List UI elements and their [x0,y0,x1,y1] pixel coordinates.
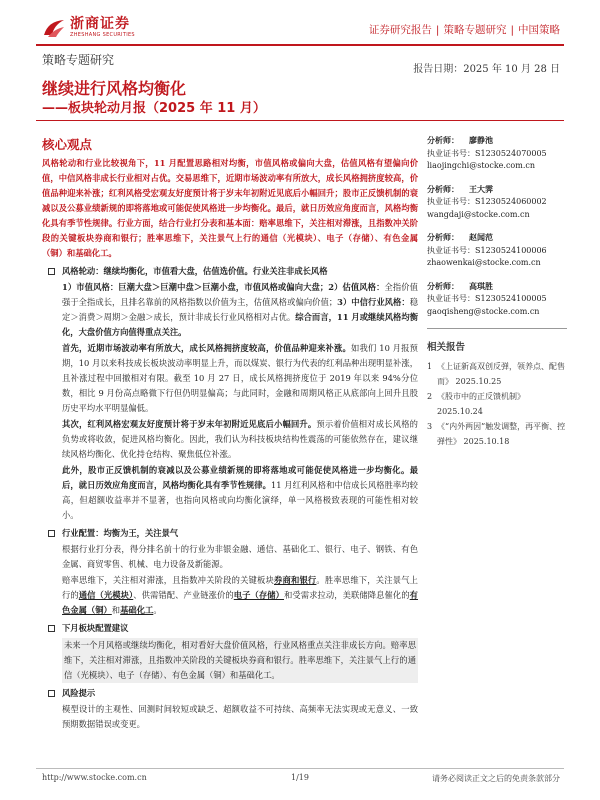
style-rotation-paragraph-2 [62,341,418,416]
text-segment: 、供需错配、产业链涨价的 [133,590,234,600]
volatility-detail: 如我们 10 月报预期，10 月以来科技成长板块波动率明显上升，而以煤炭、银行为代表的红利品种出现明显补涨，且补涨过程中回撤相对有限。截至 10 月 27 日，成长风格拥挤度位于 2019 年以来 94%分位数，相比 9 月份高点略微下行但仍明显偏高；与此同时，金融和周期风格正从底部向上回升且股历史平均水平明显偏低。 [62,343,418,413]
volatility-point: 首先，近期市场波动率有所放大，成长风格拥挤度较高，价值品种迎来补涨。 [62,343,351,353]
style-rotation-heading: 风格轮动：继续均衡化，市值看大盘，估值选价值。行业关注非成长风格 [62,266,328,276]
calendar-point: 最后，就日历效应角度而言，风格均衡化具有季节性规律。 [62,465,418,490]
analyst-cert: 执业证书号：S1230524070005 [427,148,547,158]
feedback-point: 此外，股市正反馈机制的衰减以及公募业绩新规的即将落地或可能促使风格进一步均衡化。 [62,465,410,475]
analyst-card [427,134,567,173]
brand-name-cn: 浙商证券 [70,16,130,32]
header-tag-strategy: 策略专题研究 [443,24,507,36]
style-rotation-paragraph-1 [62,280,418,340]
analyst-card [427,183,567,222]
highlight-electronics: 电子（存储） [233,590,285,600]
analyst-name: 赵闻范 [469,232,493,242]
analyst-role: 分析师： [427,135,459,145]
analyst-name: 廖静池 [469,135,493,145]
market-cap-style: 1）市值风格：巨潮大盘＞巨潮中盘＞巨潮小盘，市值风格或偏向大盘； [62,282,329,292]
text-segment: 赔率思维下，关注相对滞涨，且指数冲关阶段的关键板块 [62,575,274,585]
analyst-role: 分析师： [427,232,459,242]
analyst-name: 高琪胜 [469,280,493,291]
tag-separator: | [435,24,440,36]
report-type: 策略专题研究 [42,53,115,67]
analyst-email[interactable]: gaoqisheng@stocke.com.cn [427,306,540,316]
sidebar [427,134,567,449]
risk-heading: 风险提示 [62,688,96,698]
footer-website[interactable]: http://www.stocke.com.cn [42,773,147,782]
checkbox-bullet-icon [48,690,55,697]
related-report-title: 《“内外两因”触发调整，再平衡、控弹性》 2025.10.18 [437,422,566,446]
style-conclusion: 综合而言，11 月或继续风格均衡化，大盘价值方向值得重点关注。 [62,312,418,337]
page-subtitle: ——板块轮动月报（2025 年 11 月） [42,101,266,116]
dividend-point: 其次，红利风格宏观友好度预计将于岁末年初附近见底后小幅回升。 [62,419,317,429]
report-date: 报告日期：2025 年 10 月 28 日 [413,64,560,75]
analyst-cert: 执业证书号：S1230524100006 [427,245,547,255]
risk-text: 模型设计的主观性、回测时间较短或缺乏、超额收益不可持续、高频率无法实现或无意义、一致预期数据错误或变更。 [62,704,418,729]
analyst-card [427,231,567,270]
highlight-chemicals: 基础化工 [120,605,154,615]
analyst-name: 王大霁 [469,183,493,194]
page-title: 继续进行风格均衡化 [42,79,187,98]
style-rotation-paragraph-3 [62,417,418,462]
page-header [36,14,564,42]
related-report-number: 1 [427,362,433,371]
core-view-summary: 风格轮动和行业比较视角下，11 月配置思路相对均衡，市值风格或偏向大盘，估值风格有望偏向价值，中信风格非成长行业相对占优。交易思维下，近期市场波动率有所放大，成长风格拥挤度较高，价值品种迎来补涨；红利风格受宏观友好度预计将于岁末年初附近见底后小幅回升；股市正反馈机制的衰减以及公募业绩新规的即将落地或可能促使风格进一步均衡化。最后，就日历效应角度而言，风格均衡化具有季节性规律。行业方面，结合行业打分表和基本面：赔率思维下，关注相对滞涨，且指数冲关阶段的关键板块券商和银行；胜率思维下，关注景气上行的通信（光模块）、电子（存储）、有色金属（铜）和基础化工。 [42,158,418,258]
text-segment: 和受需求拉动，美联储降息催化的 [284,590,410,600]
highlight-brokers-banks: 券商和银行 [274,575,317,585]
industry-heading: 行业配置：均衡为王，关注景气 [62,528,179,538]
highlight-nonferrous: 有色金属（铜） [62,590,418,615]
related-report-item[interactable] [427,389,567,419]
valuation-style-text: 全指价值强于全指成长，且排名靠前的风格指数以价值为主，估值风格或偏向价值； [62,282,418,307]
analyst-cert: 执业证书号：S1230524060002 [427,197,547,206]
next-month-section [42,621,418,683]
text-segment: 。 [153,605,162,615]
related-report-item[interactable] [427,419,567,449]
title-divider [36,120,564,121]
related-reports-heading: 相关报告 [427,342,466,353]
analyst-email[interactable]: zhaowenkai@stocke.com.cn [427,258,541,267]
text-segment: 。胜率思维下，关注景气上行的 [62,575,418,600]
style-rotation-section [42,264,418,523]
analyst-email[interactable]: wangdaji@stocke.com.cn [427,209,530,219]
industry-paragraph-1: 根据行业打分表，得分排名前十的行业为非银金融、通信、基础化工、银行、电子、钢铁、有色金属、商贸零售、机械、电力设备及新能源。 [62,544,418,569]
core-view-heading: 核心观点 [42,137,93,152]
checkbox-bullet-icon [48,530,55,537]
footer-divider [36,768,564,769]
analyst-role: 分析师： [427,280,459,291]
valuation-style-label: 2）估值风格： [328,282,385,292]
citic-style-text: 稳定＞消费＞周期＞金融＞成长，预计非成长行业风格相对占优。 [62,297,418,322]
header-tag-research-report: 证券研究报告 [368,24,432,36]
related-report-number: 2 [427,392,433,401]
footer-page-number: 1/19 [291,773,309,782]
brand-logo-icon [42,17,66,39]
brand-name-en: ZHESHANG SECURITIES [70,32,135,38]
related-report-title: 《股市中的正反馈机制》 2025.10.24 [437,392,525,416]
dividend-detail: 预示着价值相对成长风格的负势或将收敛，促进风格均衡化。因此，我们认为科技板块结构性震荡的可能依然存在，建议继续风格均衡化、优化持仓结构、聚焦低位补涨。 [62,419,418,459]
highlight-communications: 通信（光模块） [78,590,134,600]
analyst-card [427,280,567,319]
header-tags [369,22,560,37]
sidebar-divider [427,328,567,329]
next-month-text: 未来一个月风格或继续均衡化，相对看好大盘价值风格，行业风格重点关注非成长方向。赔率思维下，关注相对滞涨，且指数冲关阶段的关键板块券商和银行。胜率思维下，关注景气上行的通信（光模块）、电子（存储）、有色金属（铜）和基础化工。 [62,638,418,683]
footer-disclaimer: 请务必阅读正文之后的免责条款部分 [432,774,560,783]
style-rotation-paragraph-4 [62,463,418,523]
main-content [42,156,418,732]
calendar-detail: 11 月红利风格和中信成长风格胜率均较高，但超额收益率并不显著，也指向风格或向均衡化演绎，单一风格极致表现的可能性相对较小。 [62,480,418,520]
industry-paragraph-2 [62,573,418,618]
tag-separator: | [510,24,514,36]
industry-section [42,526,418,618]
risk-section [42,686,418,732]
next-month-heading: 下月板块配置建议 [62,623,129,633]
related-report-number: 3 [427,422,433,431]
analyst-email[interactable]: liaojingchi@stocke.com.cn [427,161,536,170]
analyst-role: 分析师： [427,183,459,194]
header-divider [36,44,564,46]
analyst-cert: 执业证书号：S1230524100005 [427,294,547,303]
related-report-item[interactable] [427,359,567,389]
checkbox-bullet-icon [48,625,55,632]
text-segment: 和 [111,605,121,615]
brand-logo [42,16,135,39]
citic-style-label: 3）中信行业风格： [337,297,410,307]
related-report-title: 《上证新高双创反弹，领养点、配售而》 2025.10.25 [437,362,565,386]
header-tag-china-strategy: 中国策略 [518,24,560,36]
checkbox-bullet-icon [48,268,55,275]
